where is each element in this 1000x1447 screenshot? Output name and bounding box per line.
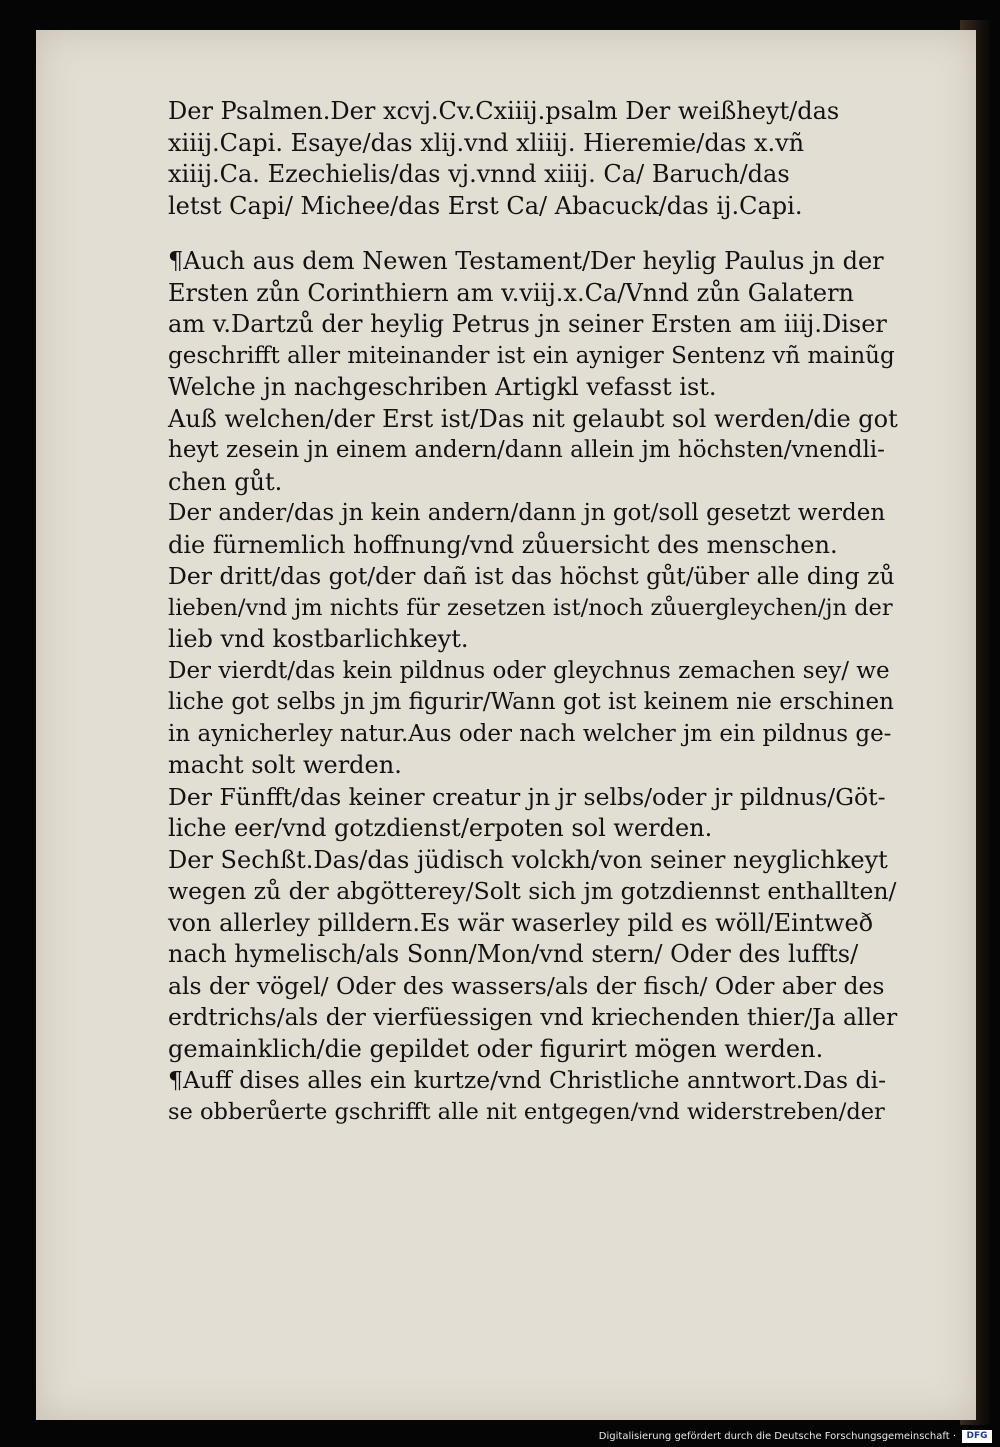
text-line: liche eer/vnd gotzdienst/erpoten sol werden.	[168, 814, 713, 842]
text-line: chen gůt.	[168, 467, 283, 496]
text-line: lieben/vnd jm nichts für zesetzen ist/noch zůuergleychen/jn der	[168, 594, 893, 621]
text-line: wegen zů der abgötterey/Solt sich jm gotzdiennst enthallten/	[168, 877, 897, 905]
text-line: Der dritt/das got/der dañ ist das höchst gůt/über alle ding zů	[168, 562, 895, 590]
paragraph	[168, 96, 898, 222]
text-line: geschrifft aller miteinander ist ein ayniger Sentenz vñ mainũg	[168, 342, 895, 369]
paragraph	[168, 656, 898, 782]
text-line: macht solt werden.	[168, 751, 402, 779]
text-line: als der vögel/ Oder des wassers/als der fisch/ Oder aber des	[168, 971, 885, 1000]
text-line: Ersten zůn Corinthiern am v.viij.x.Ca/Vnnd zůn Galatern	[168, 278, 854, 307]
text-line: Der ander/das jn kein andern/dann jn got/soll gesetzt werden	[168, 500, 886, 526]
paragraph	[168, 561, 898, 656]
text-line: Der Sechßt.Das/das jüdisch volckh/von seiner neyglichkeyt	[168, 845, 888, 874]
paragraph	[168, 782, 898, 845]
text-line: Welche jn nachgeschriben Artigkl vefasst ist.	[168, 373, 717, 401]
text-line: lieb vnd kostbarlichkeyt.	[168, 625, 469, 653]
dfg-logo-icon: DFG	[962, 1430, 992, 1443]
paragraph	[168, 246, 898, 404]
text-line: Auß welchen/der Erst ist/Das nit gelaubt sol werden/die got	[168, 404, 898, 433]
text-line: xiiij.Capi. Esaye/das xlij.vnd xliiij. Hieremie/das x.vñ	[168, 128, 805, 157]
text-line: ¶Auch aus dem Newen Testament/Der heylig Paulus jn der	[168, 247, 884, 275]
page-text	[168, 96, 898, 1128]
text-line: se obberůerte gschrifft alle nit entgegen/vnd widerstreben/der	[168, 1098, 885, 1125]
text-line: nach hymelisch/als Sonn/Mon/vnd stern/ Oder des luffts/	[168, 940, 859, 968]
text-line: liche got selbs jn jm figurir/Wann got ist keinem nie erschinen	[168, 689, 894, 715]
text-line: erdtrichs/als der vierfüessigen vnd kriechenden thier/Ja aller	[168, 1003, 898, 1031]
funding-credit: Digitalisierung gefördert durch die Deutsche Forschungsgemeinschaft ·	[598, 1431, 956, 1442]
text-line: die fürnemlich hoffnung/vnd zůuersicht des menschen.	[168, 530, 838, 559]
paragraph	[168, 1065, 898, 1128]
text-line: heyt zesein jn einem andern/dann allein jm höchsten/vnendli-	[168, 437, 885, 463]
text-line: Der vierdt/das kein pildnus oder gleychnus zemachen sey/ we	[168, 657, 890, 684]
text-line: von allerley pilldern.Es wär waserley pild es wöll/Eintweð	[168, 908, 874, 937]
text-line: am v.Dartzů der heylig Petrus jn seiner Ersten am iiij.Diser	[168, 310, 887, 338]
text-line: Der Psalmen.Der xcvj.Cv.Cxiiij.psalm Der weißheyt/das	[168, 97, 840, 125]
paragraph	[168, 845, 898, 1066]
text-line: in aynicherley natur.Aus oder nach welcher jm ein pildnus ge-	[168, 720, 892, 747]
text-line: letst Capi/ Michee/das Erst Ca/ Abacuck/das ij.Capi.	[168, 191, 803, 220]
text-line: ¶Auff dises alles ein kurtze/vnd Christliche anntwort.Das di-	[168, 1066, 887, 1094]
paragraph	[168, 404, 898, 499]
text-line: gemainklich/die gepildet oder figurirt mögen werden.	[168, 1034, 824, 1063]
paragraph	[168, 498, 898, 561]
text-line: xiiij.Ca. Ezechielis/das vj.vnnd xiiij. Ca/ Baruch/das	[168, 160, 790, 188]
text-line: Der Fünfft/das keiner creatur jn jr selbs/oder jr pildnus/Göt-	[168, 782, 886, 811]
